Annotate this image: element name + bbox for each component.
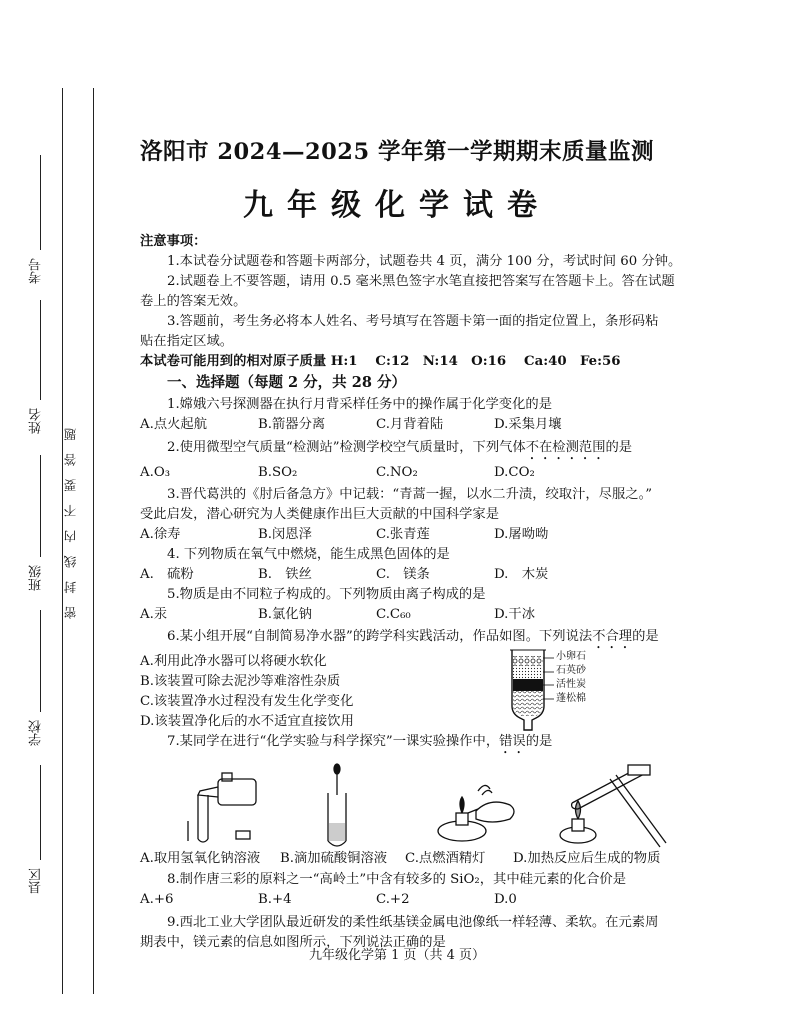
q5-stem: 5.物质是由不同粒子构成的。下列物质由离子构成的是 <box>167 587 486 602</box>
field-school-blank[interactable] <box>40 610 41 712</box>
q7-stem: 7.某同学在进行“化学实验与科学探究”一课实验操作中，错误的是 <box>167 734 553 749</box>
figure-c-lighting-lamp <box>438 785 514 841</box>
atomic-mass-line: 本试卷可能用到的相对原子质量 H:1 C:12 N:14 O:16 Ca:40 Fe:56 <box>140 354 621 369</box>
q1-option-b[interactable]: B.箭器分离 <box>258 417 326 432</box>
field-school <box>22 720 50 750</box>
page-footer: 九年级化学第 1 页（共 4 页） <box>308 948 486 963</box>
q8-stem: 8.制作唐三彩的原料之一“高岭土”中含有较多的 SiO₂，其中硅元素的化合价是 <box>167 872 627 887</box>
q4-option-c[interactable]: C. 镁条 <box>376 567 430 582</box>
field-name <box>22 408 50 438</box>
q3-option-a[interactable]: A.徐寿 <box>140 527 181 542</box>
q3-option-c[interactable]: C.张青莲 <box>376 527 430 542</box>
field-class <box>22 565 50 595</box>
notice-item-3: 3.答题前，考生务必将本人姓名、考号填写在答题卡第一面的指定位置上，条形码粘 <box>167 314 659 329</box>
notice-item-2: 2.试题卷上不要答题，请用 0.5 毫米黑色签字水笔直接把答案写在答题卡上。答在试题 <box>167 274 675 289</box>
q5-option-d[interactable]: D.干冰 <box>494 607 536 622</box>
q2-option-d[interactable]: D.CO₂ <box>494 465 535 480</box>
q9-stem-cont: 期表中，镁元素的信息如图所示，下列说法正确的是 <box>140 935 446 950</box>
exam-content <box>140 232 695 953</box>
q1-options <box>140 415 695 435</box>
q7-emphasis: 错误 <box>499 734 526 749</box>
q3-option-d[interactable]: D.屠呦呦 <box>494 527 549 542</box>
field-county-blank[interactable] <box>40 765 41 860</box>
q2-stem: 2.使用微型空气质量“检测站”检测学校空气质量时，下列气体不在检测范围的是 <box>167 440 633 455</box>
q2-option-a[interactable]: A.O₃ <box>140 465 171 480</box>
figure-label-pebbles: 小卵石 <box>556 651 586 662</box>
q8-option-b[interactable]: B.+4 <box>258 892 292 907</box>
seal-line-notice: 密封线内不要答题 <box>63 415 78 619</box>
q3-stem: 3.晋代葛洪的《肘后备急方》中记载：“青蒿一握，以水二升渍，绞取汁，尽服之。” <box>167 487 653 502</box>
q5-option-c[interactable]: C.C₆₀ <box>376 607 411 622</box>
notice-item-3-cont: 贴在指定区域。 <box>140 334 234 349</box>
q1-stem: 1.嫦娥六号探测器在执行月背采样任务中的操作属于化学变化的是 <box>167 397 552 412</box>
q4-stem: 4. 下列物质在氧气中燃烧，能生成黑色固体的是 <box>167 547 450 562</box>
q7-option-d[interactable]: D.加热反应后生成的物质 <box>513 851 661 866</box>
q6-option-b[interactable]: B.该装置可除去泥沙等难溶性杂质 <box>140 674 341 689</box>
q2-emphasis: 不在检测范围 <box>525 440 606 455</box>
q6-emphasis: 不合理 <box>592 629 633 644</box>
figure-label-activated-carbon: 活性炭 <box>556 679 586 690</box>
q6-stem: 6.某小组开展“自制简易净水器”的跨学科实践活动，作品如图。下列说法不合理的是 <box>167 629 659 644</box>
exam-title: 洛阳市 2024—2025 学年第一学期期末质量监测 <box>140 139 654 165</box>
field-exam-number-label: 考号 <box>28 258 44 284</box>
q4-option-d[interactable]: D. 木炭 <box>494 567 549 582</box>
figure-b-dropping <box>328 764 346 846</box>
field-county-label: 县区 <box>28 868 44 894</box>
q8-option-c[interactable]: C.+2 <box>376 892 410 907</box>
q3-option-b[interactable]: B.闵恩泽 <box>258 527 312 542</box>
q1-option-a[interactable]: A.点火起航 <box>140 417 208 432</box>
q3-options <box>140 525 695 545</box>
q5-options <box>140 605 695 625</box>
water-purifier-figure <box>506 646 616 736</box>
q4-options <box>140 565 695 585</box>
notice-item-2-cont: 卷上的答案无效。 <box>140 294 247 309</box>
q7-lab-drawings <box>140 761 695 849</box>
figure-label-quartz-sand: 石英砂 <box>556 665 586 676</box>
q8-options <box>140 890 695 910</box>
q6-options <box>140 652 695 732</box>
section-heading: 一、选择题（每题 2 分，共 28 分） <box>167 374 406 391</box>
exam-subtitle: 九年级化学试卷 <box>243 188 551 223</box>
q1-option-c[interactable]: C.月背着陆 <box>376 417 444 432</box>
figure-d-heating <box>560 765 666 847</box>
q7-option-b[interactable]: B.滴加硫酸铜溶液 <box>280 851 388 866</box>
q7-option-c[interactable]: C.点燃酒精灯 <box>405 851 486 866</box>
q7-options <box>140 849 695 869</box>
q2-options <box>140 463 695 483</box>
field-school-label: 学校 <box>28 720 44 746</box>
field-exam-number <box>22 258 50 288</box>
figure-label-cotton: 蓬松棉 <box>556 693 586 704</box>
q9-stem: 9.西北工业大学团队最近研发的柔性纸基镁金属电池像纸一样轻薄、柔软。在元素周 <box>167 915 659 930</box>
field-name-blank[interactable] <box>40 300 41 400</box>
q6-option-a[interactable]: A.利用此净水器可以将硬水软化 <box>140 654 327 669</box>
q1-option-d[interactable]: D.采集月壤 <box>494 417 562 432</box>
notice-item-1: 1.本试卷分试题卷和答题卡两部分，试题卷共 4 页，满分 100 分，考试时间 60 分钟。 <box>167 254 682 269</box>
field-class-label: 班级 <box>28 565 44 591</box>
field-class-blank[interactable] <box>40 455 41 557</box>
q7-option-a[interactable]: A.取用氢氧化钠溶液 <box>140 851 261 866</box>
q8-option-d[interactable]: D.0 <box>494 892 517 907</box>
q2-option-b[interactable]: B.SO₂ <box>258 465 298 480</box>
field-county <box>22 868 50 898</box>
q5-option-a[interactable]: A.汞 <box>140 607 168 622</box>
notice-heading: 注意事项： <box>140 234 207 249</box>
q7-figures <box>140 761 695 849</box>
q5-option-b[interactable]: B.氯化钠 <box>258 607 312 622</box>
q6-option-d[interactable]: D.该装置净化后的水不适宜直接饮用 <box>140 714 354 729</box>
q3-stem-cont: 受此启发，潜心研究为人类健康作出巨大贡献的中国科学家是 <box>140 507 500 522</box>
q6-option-c[interactable]: C.该装置净水过程没有发生化学变化 <box>140 694 354 709</box>
q4-option-b[interactable]: B. 铁丝 <box>258 567 312 582</box>
q4-option-a[interactable]: A. 硫粉 <box>140 567 194 582</box>
figure-a-pouring <box>188 773 256 842</box>
field-name-label: 姓名 <box>28 408 44 434</box>
q2-option-c[interactable]: C.NO₂ <box>376 465 418 480</box>
q8-option-a[interactable]: A.+6 <box>140 892 174 907</box>
